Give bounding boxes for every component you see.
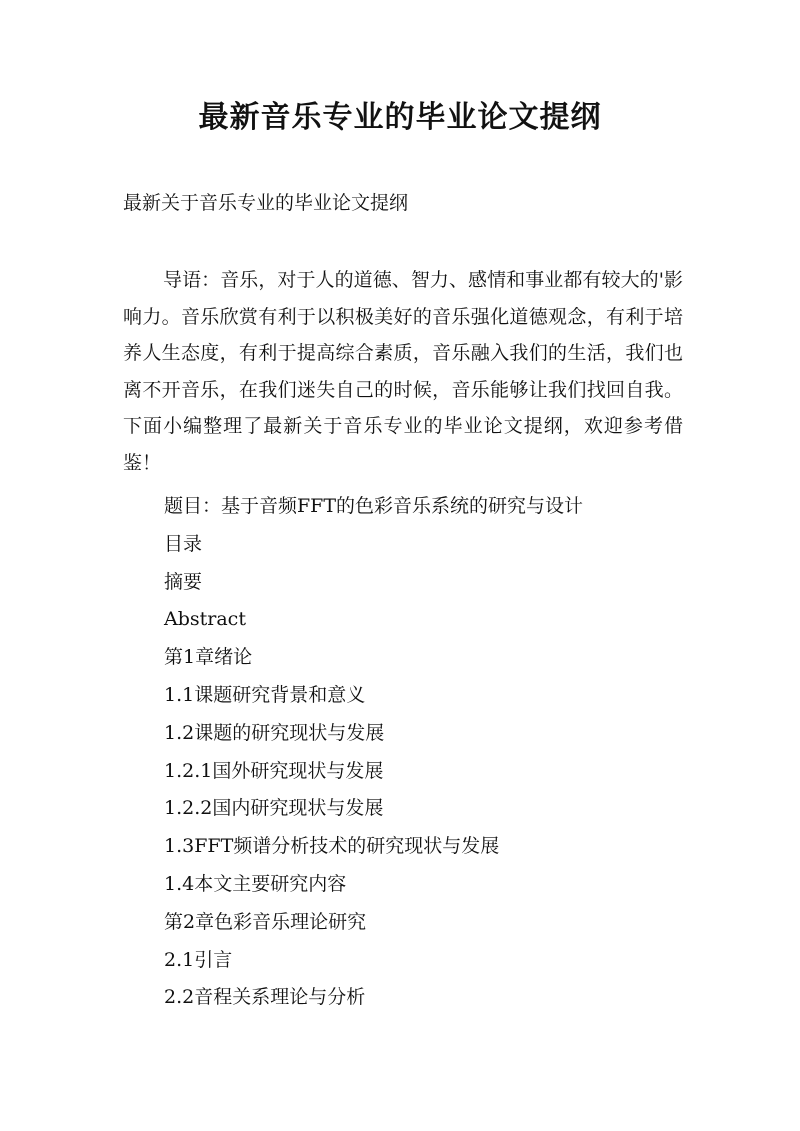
outline-item-1-3: 1.3FFT频谱分析技术的研究现状与发展 <box>164 835 500 858</box>
outline-item-chapter-2: 第2章色彩音乐理论研究 <box>164 910 367 933</box>
document-title: 最新音乐专业的毕业论文提纲 <box>198 100 602 135</box>
outline-item-abstract-en: Abstract <box>164 608 246 631</box>
outline-item-topic: 题目：基于音频FFT的色彩音乐系统的研究与设计 <box>164 495 584 517</box>
outline-item-2-1: 2.1引言 <box>164 948 233 971</box>
document-subtitle: 最新关于音乐专业的毕业论文提纲 <box>123 192 409 214</box>
outline-item-1-2: 1.2课题的研究现状与发展 <box>164 721 385 744</box>
intro-paragraph: 导语：音乐，对于人的道德、智力、感情和事业都有较大的'影响力。音乐欣赏有利于以积极美好的音乐强化道德观念，有利于培养人生态度，有利于提高综合素质，音乐融入我们的生活，我们也离不开音乐，在我们迷失自己的时候，音乐能够让我们找回自我。下面小编整理了最新关于音乐专业的毕业论文提纲，欢迎参考借鉴！ <box>123 269 683 474</box>
outline-item-contents: 目录 <box>164 532 203 555</box>
outline-item-1-1: 1.1课题研究背景和意义 <box>164 683 366 706</box>
outline-item-2-2: 2.2音程关系理论与分析 <box>164 986 366 1009</box>
outline-item-chapter-1: 第1章绪论 <box>164 646 253 669</box>
outline-list <box>164 488 684 1017</box>
outline-item-1-4: 1.4本文主要研究内容 <box>164 872 347 895</box>
outline-item-1-2-2: 1.2.2国内研究现状与发展 <box>164 797 384 820</box>
outline-item-1-2-1: 1.2.1国外研究现状与发展 <box>164 759 384 782</box>
outline-item-abstract-cn: 摘要 <box>164 570 203 593</box>
